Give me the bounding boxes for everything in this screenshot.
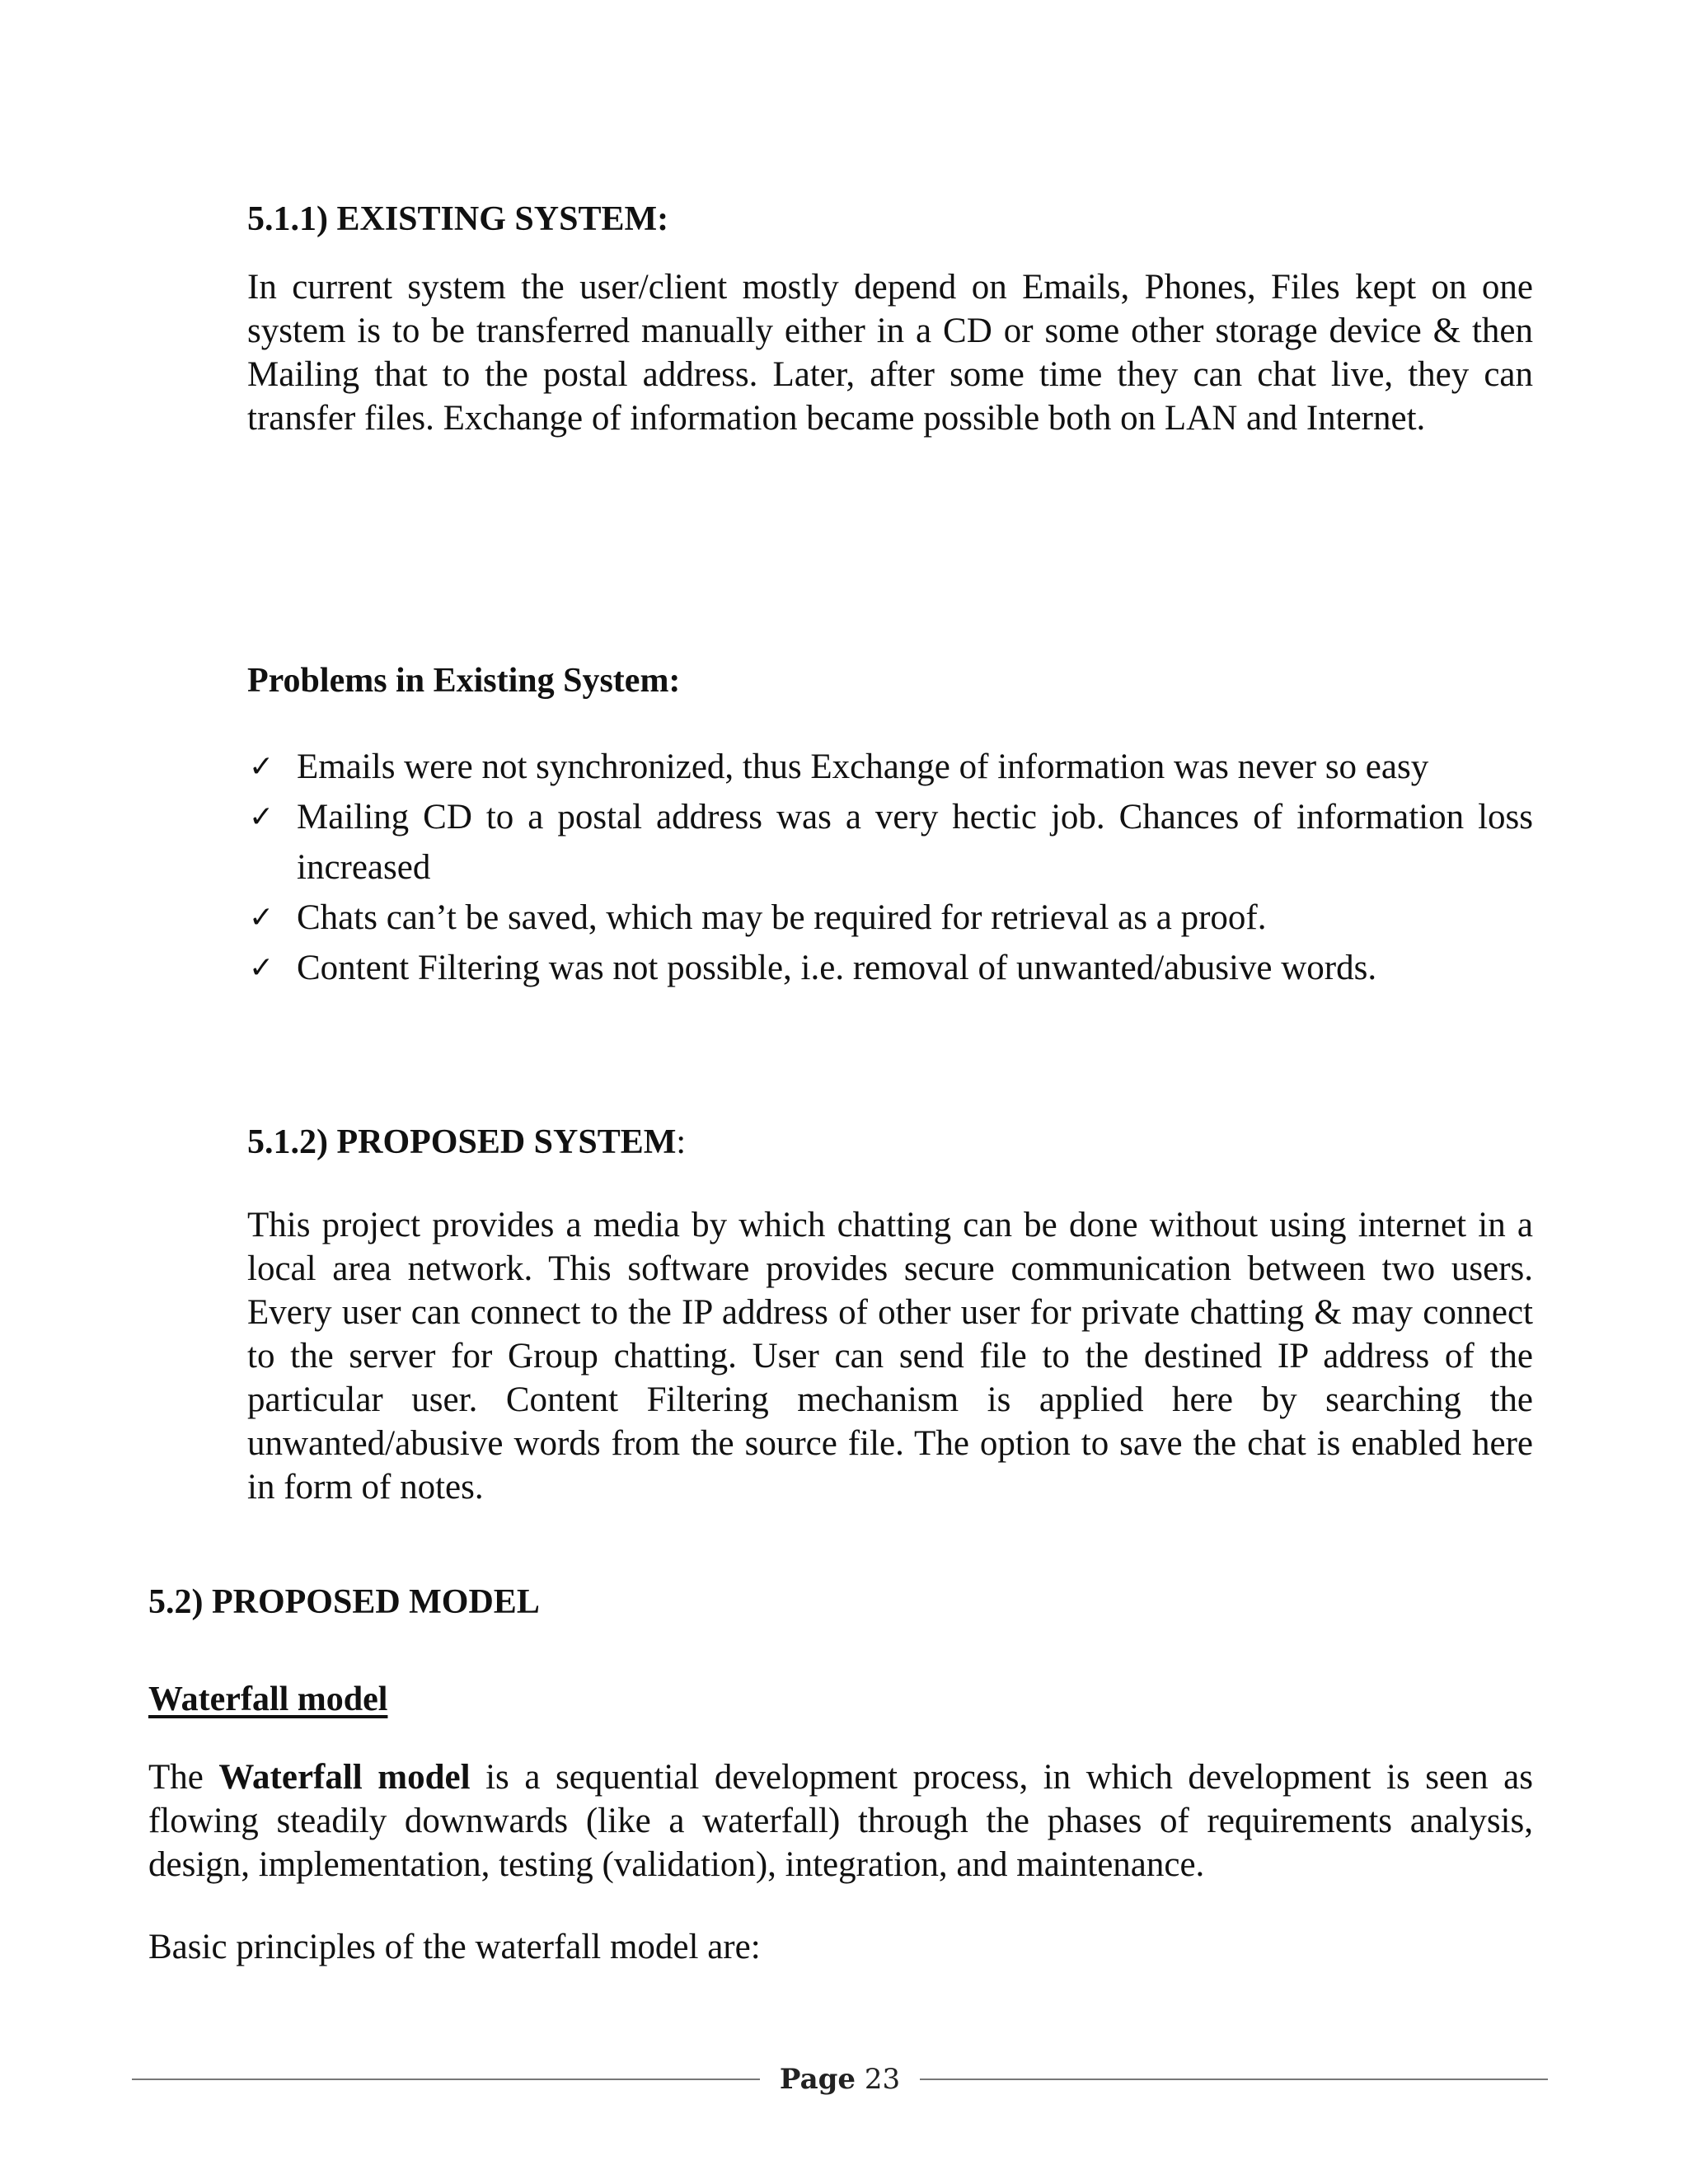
proposed-system-paragraph: This project provides a media by which chatting can be done without using internet in a local area network. This software provides secure communication between two users. Every user can connect to the IP address of other user for private chatting & may connect to the server for Group chatting. User can send file to the destined IP address of the particular user. Content Filtering mechanism is applied here by searching the unwanted/abusive words from the source file. The option to save the chat is enabled here in form of notes. xyxy=(247,1206,1533,1507)
list-item xyxy=(247,792,1533,893)
page-number-label xyxy=(760,2063,920,2096)
list-item-text: Chats can’t be saved, which may be required for retrieval as a proof. xyxy=(297,898,1267,937)
waterfall-intro-paragraph xyxy=(148,1755,1533,1886)
footer-rule-left xyxy=(132,2079,760,2080)
list-item xyxy=(247,943,1533,993)
proposed-model-heading: 5.2) PROPOSED MODEL xyxy=(148,1583,540,1621)
list-item xyxy=(247,742,1533,792)
existing-system-section xyxy=(247,198,1533,241)
checkmark-icon: ✓ xyxy=(249,901,274,935)
proposed-system-heading-line xyxy=(247,1121,1533,1164)
checkmark-icon: ✓ xyxy=(249,800,274,834)
list-item xyxy=(247,893,1533,943)
checkmark-icon: ✓ xyxy=(249,750,274,784)
footer-rule-right xyxy=(920,2079,1548,2080)
list-item-text: Emails were not synchronized, thus Exchange of information was never so easy xyxy=(297,748,1429,786)
waterfall-intro-rest: is a sequential development process, in which development is seen as flowing steadily downwards (like a waterfall) through the phases of requirements analysis, design, implementation, testing (validation), integration, and maintenance. xyxy=(148,1758,1533,1884)
proposed-model-section xyxy=(148,1581,1533,1624)
waterfall-subheading: Waterfall model xyxy=(148,1680,388,1718)
checkmark-icon: ✓ xyxy=(249,951,274,985)
page-footer xyxy=(132,2060,1548,2098)
proposed-system-heading-colon: : xyxy=(676,1123,687,1161)
proposed-system-section xyxy=(247,1121,1533,1164)
waterfall-intro-prefix: The xyxy=(148,1758,219,1797)
existing-system-paragraph: In current system the user/client mostly depend on Emails, Phones, Files kept on one system is to be transferred manually either in a CD or some other storage device & then Mailing that to the postal address. Later, after some time they can chat live, they can transfer files. Exchange of information became possible both on LAN and Internet. xyxy=(247,268,1533,438)
proposed-system-heading: 5.1.2) PROPOSED SYSTEM xyxy=(247,1123,677,1161)
waterfall-subheading-block xyxy=(148,1678,1533,1721)
problems-section xyxy=(247,659,1533,702)
existing-system-body-block xyxy=(247,265,1533,440)
proposed-system-body-block xyxy=(247,1203,1533,1509)
page-number: 23 xyxy=(864,2063,901,2096)
principles-lead-block xyxy=(148,1925,1533,1969)
problems-heading: Problems in Existing System: xyxy=(247,662,681,700)
problems-list-block xyxy=(247,742,1533,993)
waterfall-intro-bold: Waterfall model xyxy=(218,1758,471,1797)
existing-system-heading: 5.1.1) EXISTING SYSTEM: xyxy=(247,200,669,238)
page-label: Page xyxy=(779,2063,856,2096)
list-item-text: Mailing CD to a postal address was a very hectic job. Chances of information loss increased xyxy=(297,798,1533,887)
list-item-text: Content Filtering was not possible, i.e. removal of unwanted/abusive words. xyxy=(297,949,1377,987)
problems-list xyxy=(247,742,1533,993)
waterfall-intro-block xyxy=(148,1755,1533,1886)
principles-lead: Basic principles of the waterfall model are: xyxy=(148,1928,761,1966)
